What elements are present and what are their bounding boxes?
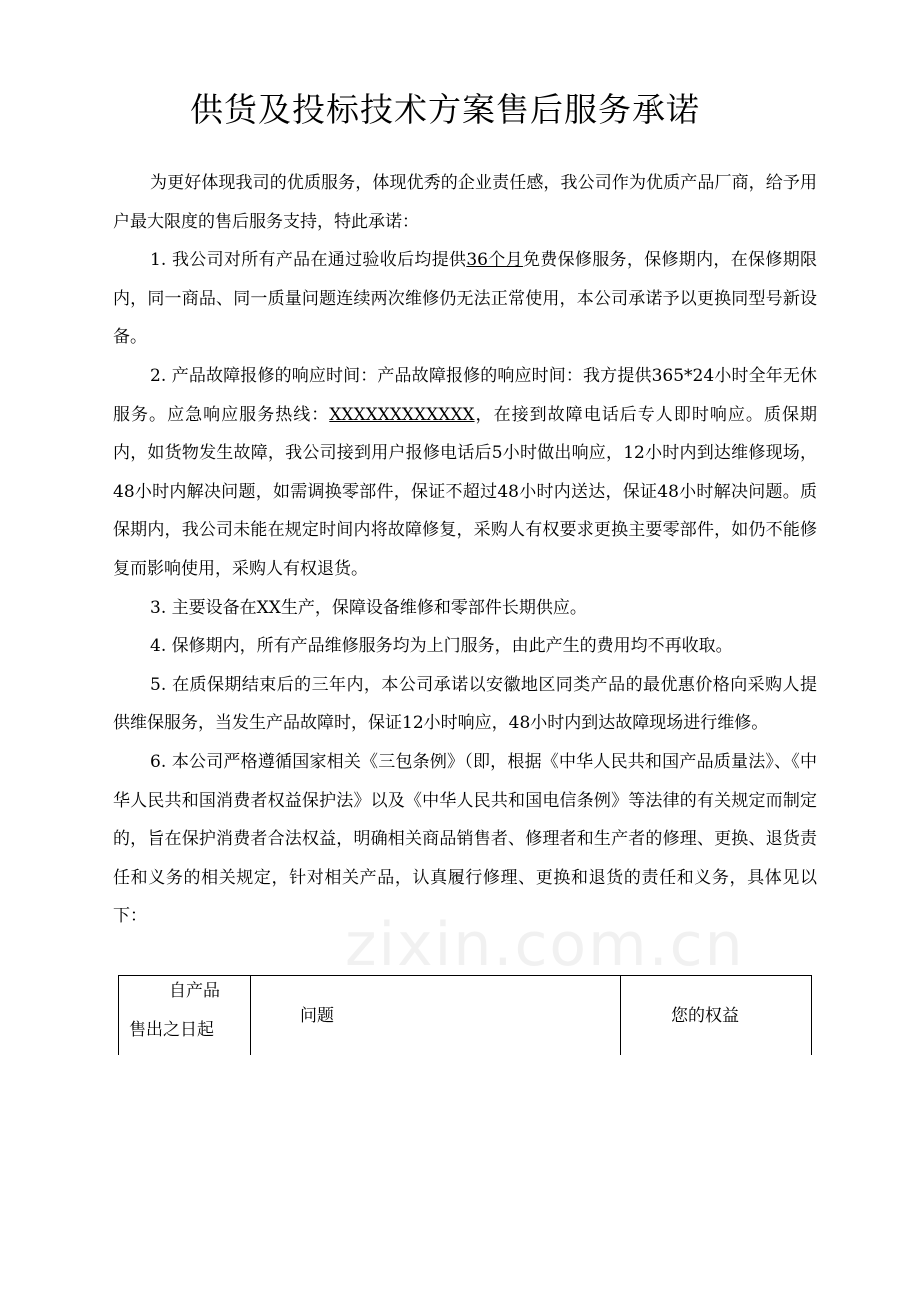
rights-label: 您的权益 bbox=[671, 1006, 739, 1026]
period-label-line1: 自产品 bbox=[169, 981, 220, 1001]
hotline-number: XXXXXXXXXXXX bbox=[329, 404, 475, 425]
table-header-rights bbox=[621, 976, 811, 1055]
commitment-item-2 bbox=[113, 357, 817, 589]
item2-prefix: 2. 产品故障报修的响应时间：产品故障报修的响应时间：我方提供365*24小时全年无休服务。应急响应服务热线： bbox=[113, 365, 817, 425]
document-body bbox=[113, 164, 817, 936]
warranty-period: 36个月 bbox=[466, 250, 523, 271]
table-header-issue bbox=[250, 976, 621, 1055]
watermark: zixin.com.cn bbox=[345, 910, 745, 980]
commitment-item-5: 5. 在质保期结束后的三年内，本公司承诺以安徽地区同类产品的最优惠价格向采购人提供维保服务，当发生产品故障时，保证12小时响应，48小时内到达故障现场进行维修。 bbox=[113, 674, 817, 734]
commitment-item-4: 4. 保修期内，所有产品维修服务均为上门服务，由此产生的费用均不再收取。 bbox=[150, 636, 733, 657]
period-label-line2: 售出之日起 bbox=[129, 1020, 214, 1040]
commitment-item-3: 3. 主要设备在XX生产，保障设备维修和零部件长期供应。 bbox=[150, 597, 587, 618]
item1-suffix: 免费保修服务，保修期内，在保修期限内，同一商品、同一质量问题连续两次维修仍无法正常使用，本公司承诺予以更换同型号新设备。 bbox=[113, 250, 818, 348]
commitment-item-6: 6. 本公司严格遵循国家相关《三包条例》（即，根据《中华人民共和国产品质量法》、《中华人民共和国消费者权益保护法》以及《中华人民共和国电信条例》等法律的有关规定而制定的，旨在保护消费者合法权益，明确相关商品销售者、修理者和生产者的修理、更换、退货责任和义务的相关规定，针对相关产品，认真履行修理、更换和退货的责任和义务，具体见以下： bbox=[113, 751, 817, 927]
item2-suffix: ，在接到故障电话后专人即时响应。质保期内，如货物发生故障，我公司接到用户报修电话后5小时做出响应，12小时内到达维修现场，48小时内解决问题，如需调换零部件，保证不超过48小时内送达，保证48小时解决问题。质保期内，我公司未能在规定时间内将故障修复，采购人有权要求更换主要零部件，如仍不能修复而影响使用，采购人有权退货。 bbox=[113, 404, 817, 579]
warranty-table bbox=[118, 975, 812, 1055]
intro-paragraph: 为更好体现我司的优质服务，体现优秀的企业责任感，我公司作为优质产品厂商，给予用户最大限度的售后服务支持，特此承诺： bbox=[113, 173, 817, 232]
issue-label: 问题 bbox=[300, 1006, 334, 1026]
item1-prefix: 1. 我公司对所有产品在通过验收后均提供 bbox=[150, 250, 467, 271]
commitment-item-1 bbox=[113, 241, 817, 357]
table-header-period bbox=[119, 976, 251, 1055]
document-title: 供货及投标技术方案售后服务承诺 bbox=[190, 90, 700, 129]
